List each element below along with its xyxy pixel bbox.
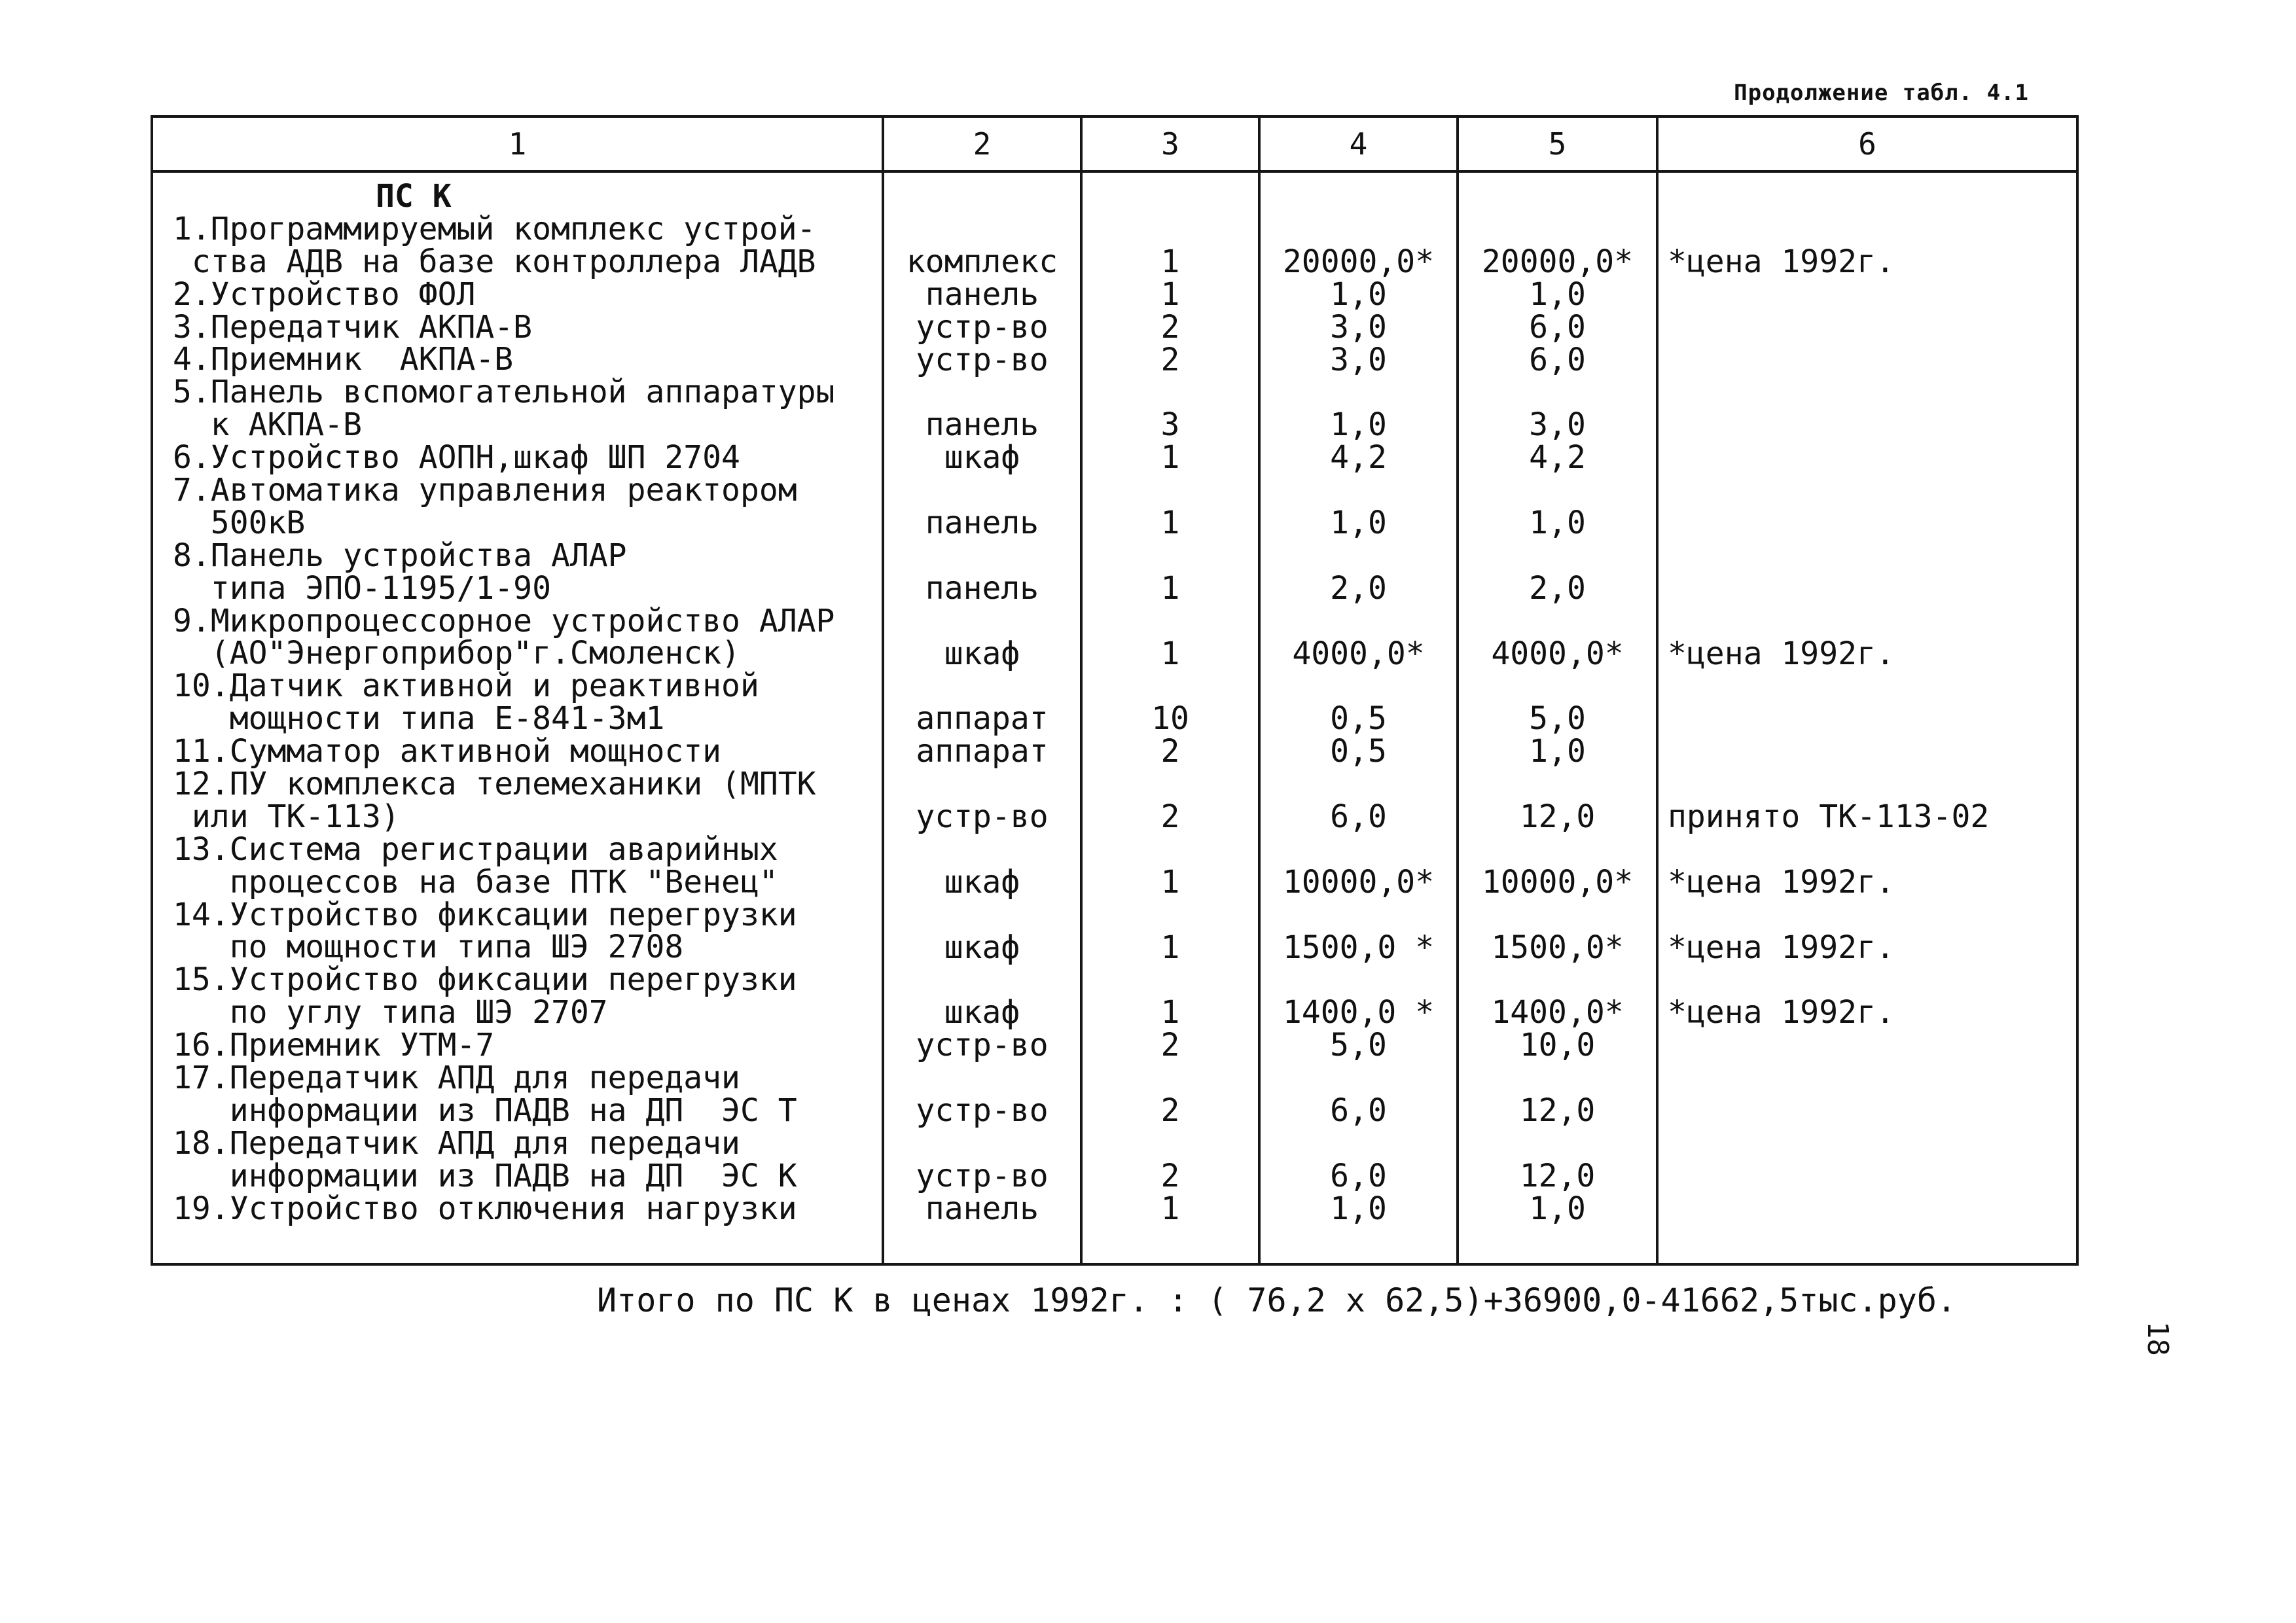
row-13-unit: [884, 605, 1080, 638]
row-2-unit: комплекс: [906, 243, 1058, 280]
row-29-qty: [1083, 1128, 1258, 1160]
row-31-unit: панель: [925, 1190, 1039, 1227]
row-3-price: 1,0: [1330, 276, 1387, 313]
row-14-name: (АО"Энергоприбор"г.Смоленск): [173, 635, 740, 672]
row-19-price: 6,0: [1330, 798, 1387, 836]
row-5-name: 4.Приемник АКПА-В: [173, 341, 514, 378]
row-12-qty: 1: [1160, 569, 1180, 607]
row-10-price: 1,0: [1330, 505, 1387, 542]
row-18-total: [1459, 768, 1656, 801]
header-row: [152, 116, 2077, 171]
total-price-column: [1458, 171, 1657, 1264]
row-24-total: [1459, 964, 1656, 997]
row-2-total: 20000,0*: [1481, 243, 1634, 280]
row-22-note: [1659, 899, 2076, 932]
row-5-total: 6,0: [1529, 341, 1586, 378]
row-28-note: [1659, 1095, 2076, 1128]
row-17-qty: 2: [1160, 733, 1180, 770]
row-11-name: 8.Панель устройства АЛАР: [173, 537, 627, 574]
row-3-total: 1,0: [1529, 276, 1586, 313]
row-25-price: 1400,0 *: [1282, 994, 1435, 1031]
header-col-5: 5: [1458, 116, 1657, 171]
row-14-unit: шкаф: [944, 635, 1020, 672]
header-col-6: 6: [1657, 116, 2077, 171]
row-12-name: типа ЭПО-1195/1-90: [173, 569, 551, 607]
row-4-name: 3.Передатчик АКПА-В: [173, 308, 533, 346]
row-27-total: [1459, 1062, 1656, 1095]
row-1-qty: [1083, 213, 1258, 246]
row-18-unit: [884, 768, 1080, 801]
row-11-price: [1261, 540, 1456, 573]
row-27-note: [1659, 1062, 2076, 1095]
row-16-note: [1659, 703, 2076, 736]
table-body-row: [152, 171, 2077, 1264]
row-23-price: 1500,0 *: [1282, 929, 1435, 966]
row-15-unit: [884, 670, 1080, 703]
row-19-qty: 2: [1160, 798, 1180, 836]
row-26-name: 16.Приемник УТМ-7: [173, 1027, 495, 1064]
row-28-total: 12,0: [1519, 1092, 1596, 1130]
row-14-price: 4000,0*: [1292, 635, 1425, 672]
row-27-unit: [884, 1062, 1080, 1095]
row-29-price: [1261, 1128, 1456, 1160]
row-4-note: [1659, 312, 2076, 344]
row-19-unit: устр-во: [916, 798, 1049, 836]
row-2-note: *цена 1992г.: [1668, 243, 1895, 280]
row-17-total: 1,0: [1529, 733, 1586, 770]
row-30-note: [1659, 1160, 2076, 1193]
row-8-total: 4,2: [1529, 439, 1586, 476]
row-29-note: [1659, 1128, 2076, 1160]
row-10-qty: 1: [1160, 505, 1180, 542]
row-27-qty: [1083, 1062, 1258, 1095]
row-26-total: 10,0: [1519, 1027, 1596, 1064]
row-10-total: 1,0: [1529, 505, 1586, 542]
row-22-total: [1459, 899, 1656, 932]
section-title: ПС К: [376, 178, 452, 215]
row-18-name: 12.ПУ комплекса телемеханики (МПТК: [173, 766, 816, 803]
total-summary: Итого по ПС К в ценах 1992г. : ( 76,2 х 62,5)+36900,0-41662,5тыс.руб.: [597, 1281, 1957, 1319]
row-16-qty: 10: [1151, 700, 1189, 738]
row-17-price: 0,5: [1330, 733, 1387, 770]
unit-column: [883, 171, 1081, 1264]
quantity-column: [1081, 171, 1259, 1264]
row-11-qty: [1083, 540, 1258, 573]
row-22-unit: [884, 899, 1080, 932]
row-12-price: 2,0: [1330, 569, 1387, 607]
row-1-name: 1.Программируемый комплекс устрой-: [173, 210, 816, 247]
row-3-note: [1659, 279, 2076, 312]
row-5-qty: 2: [1160, 341, 1180, 378]
row-12-note: [1659, 573, 2076, 605]
row-11-unit: [884, 540, 1080, 573]
equipment-table: [151, 115, 2076, 1260]
row-2-name: ства АДВ на базе контроллера ЛАДВ: [173, 243, 816, 280]
row-22-name: 14.Устройство фиксации перегрузки: [173, 896, 797, 933]
page-number: 18: [2140, 1321, 2174, 1356]
row-26-note: [1659, 1029, 2076, 1062]
row-22-price: [1261, 899, 1456, 932]
row-27-price: [1261, 1062, 1456, 1095]
row-31-total: 1,0: [1529, 1190, 1586, 1227]
row-13-note: [1659, 605, 2076, 638]
row-21-unit: шкаф: [944, 863, 1020, 901]
header-col-1: 1: [152, 116, 883, 171]
row-24-unit: [884, 964, 1080, 997]
row-28-name: информации из ПАДВ на ДП ЭС Т: [173, 1092, 797, 1129]
row-23-total: 1500,0*: [1491, 929, 1624, 966]
row-24-name: 15.Устройство фиксации перегрузки: [173, 961, 797, 999]
row-22-qty: [1083, 899, 1258, 932]
row-30-qty: 2: [1160, 1157, 1180, 1194]
row-5-unit: устр-во: [916, 341, 1049, 378]
row-12-total: 2,0: [1529, 569, 1586, 607]
row-12-unit: панель: [925, 569, 1039, 607]
row-3-name: 2.Устройство ФОЛ: [173, 276, 476, 313]
row-15-note: [1659, 670, 2076, 703]
row-9-note: [1659, 474, 2076, 507]
row-7-total: 3,0: [1529, 406, 1586, 444]
row-18-price: [1261, 768, 1456, 801]
row-20-name: 13.Система регистрации аварийных: [173, 830, 778, 868]
row-18-qty: [1083, 768, 1258, 801]
row-8-price: 4,2: [1330, 439, 1387, 476]
row-13-total: [1459, 605, 1656, 638]
row-23-name: по мощности типа ШЭ 2708: [173, 929, 684, 966]
name-column: [152, 171, 883, 1264]
row-15-price: [1261, 670, 1456, 703]
row-10-note: [1659, 507, 2076, 540]
row-13-name: 9.Микропроцессорное устройство АЛАР: [173, 602, 835, 639]
row-31-qty: 1: [1160, 1190, 1180, 1227]
row-24-price: [1261, 964, 1456, 997]
row-2-qty: 1: [1160, 243, 1180, 280]
row-26-unit: устр-во: [916, 1027, 1049, 1064]
row-19-note: принято ТК-113-02: [1668, 798, 1990, 836]
row-6-note: [1659, 376, 2076, 409]
row-23-note: *цена 1992г.: [1668, 929, 1895, 966]
row-21-price: 10000,0*: [1282, 863, 1435, 901]
row-9-price: [1261, 474, 1456, 507]
row-5-note: [1659, 344, 2076, 377]
table-caption: Продолжение табл. 4.1: [1734, 80, 2029, 106]
row-11-note: [1659, 540, 2076, 573]
header-col-4: 4: [1259, 116, 1458, 171]
row-25-qty: 1: [1160, 994, 1180, 1031]
row-16-price: 0,5: [1330, 700, 1387, 738]
row-7-qty: 3: [1160, 406, 1180, 444]
header-col-3: 3: [1081, 116, 1259, 171]
row-20-price: [1261, 834, 1456, 866]
row-4-qty: 2: [1160, 308, 1180, 346]
row-5-price: 3,0: [1330, 341, 1387, 378]
row-30-name: информации из ПАДВ на ДП ЭС К: [173, 1157, 797, 1194]
row-30-price: 6,0: [1330, 1157, 1387, 1194]
row-10-unit: панель: [925, 505, 1039, 542]
row-16-name: мощности типа Е-841-3м1: [173, 700, 665, 738]
row-7-unit: панель: [925, 406, 1039, 444]
row-23-unit: шкаф: [944, 929, 1020, 966]
row-10-name: 500кВ: [173, 504, 306, 541]
row-14-qty: 1: [1160, 635, 1180, 672]
row-9-name: 7.Автоматика управления реактором: [173, 472, 797, 509]
row-30-total: 12,0: [1519, 1157, 1596, 1194]
row-7-price: 1,0: [1330, 406, 1387, 444]
row-7-name: к АКПА-В: [173, 406, 362, 444]
row-28-price: 6,0: [1330, 1092, 1387, 1130]
row-16-total: 5,0: [1529, 700, 1586, 738]
row-1-total: [1459, 213, 1656, 246]
row-13-qty: [1083, 605, 1258, 638]
row-6-total: [1459, 376, 1656, 409]
row-24-qty: [1083, 964, 1258, 997]
row-21-name: процессов на базе ПТК "Венец": [173, 863, 778, 901]
row-25-total: 1400,0*: [1491, 994, 1624, 1031]
row-1-price: [1261, 213, 1456, 246]
row-31-name: 19.Устройство отключения нагрузки: [173, 1190, 797, 1227]
row-19-name: или ТК-113): [173, 798, 400, 835]
row-29-total: [1459, 1128, 1656, 1160]
row-17-unit: аппарат: [916, 733, 1049, 770]
row-17-note: [1659, 736, 2076, 768]
row-19-total: 12,0: [1519, 798, 1596, 836]
row-6-unit: [884, 376, 1080, 409]
row-15-name: 10.Датчик активной и реактивной: [173, 668, 759, 705]
row-15-total: [1459, 670, 1656, 703]
row-3-qty: 1: [1160, 276, 1180, 313]
row-23-qty: 1: [1160, 929, 1180, 966]
row-20-total: [1459, 834, 1656, 866]
row-9-unit: [884, 474, 1080, 507]
row-14-total: 4000,0*: [1491, 635, 1624, 672]
row-15-qty: [1083, 670, 1258, 703]
row-25-unit: шкаф: [944, 994, 1020, 1031]
row-21-qty: 1: [1160, 863, 1180, 901]
row-8-unit: шкаф: [944, 439, 1020, 476]
row-29-name: 18.Передатчик АПД для передачи: [173, 1124, 740, 1162]
row-28-unit: устр-во: [916, 1092, 1049, 1130]
row-9-qty: [1083, 474, 1258, 507]
row-18-note: [1659, 768, 2076, 801]
row-7-note: [1659, 409, 2076, 442]
row-20-note: [1659, 834, 2076, 866]
row-16-unit: аппарат: [916, 700, 1049, 738]
row-11-total: [1459, 540, 1656, 573]
row-8-name: 6.Устройство АОПН,шкаф ШП 2704: [173, 439, 740, 476]
row-6-name: 5.Панель вспомогательной аппаратуры: [173, 374, 835, 411]
row-17-name: 11.Сумматор активной мощности: [173, 733, 722, 770]
row-30-unit: устр-во: [916, 1157, 1049, 1194]
row-13-price: [1261, 605, 1456, 638]
row-14-note: *цена 1992г.: [1668, 635, 1895, 672]
row-26-price: 5,0: [1330, 1027, 1387, 1064]
row-9-total: [1459, 474, 1656, 507]
header-col-2: 2: [883, 116, 1081, 171]
note-column: [1657, 171, 2077, 1264]
row-21-total: 10000,0*: [1481, 863, 1634, 901]
row-26-qty: 2: [1160, 1027, 1180, 1064]
row-6-qty: [1083, 376, 1258, 409]
row-20-qty: [1083, 834, 1258, 866]
row-25-name: по углу типа ШЭ 2707: [173, 994, 608, 1031]
row-24-note: [1659, 964, 2076, 997]
row-25-note: *цена 1992г.: [1668, 994, 1895, 1031]
row-8-note: [1659, 442, 2076, 474]
row-21-note: *цена 1992г.: [1668, 863, 1895, 901]
row-3-unit: панель: [925, 276, 1039, 313]
row-2-price: 20000,0*: [1282, 243, 1435, 280]
row-4-unit: устр-во: [916, 308, 1049, 346]
row-4-total: 6,0: [1529, 308, 1586, 346]
row-27-name: 17.Передатчик АПД для передачи: [173, 1060, 740, 1097]
row-8-qty: 1: [1160, 439, 1180, 476]
row-4-price: 3,0: [1330, 308, 1387, 346]
row-6-price: [1261, 376, 1456, 409]
row-31-price: 1,0: [1330, 1190, 1387, 1227]
unit-price-column: [1259, 171, 1458, 1264]
row-31-note: [1659, 1193, 2076, 1226]
row-1-unit: [884, 213, 1080, 246]
row-1-note: [1659, 213, 2076, 246]
row-28-qty: 2: [1160, 1092, 1180, 1130]
row-20-unit: [884, 834, 1080, 866]
row-29-unit: [884, 1128, 1080, 1160]
